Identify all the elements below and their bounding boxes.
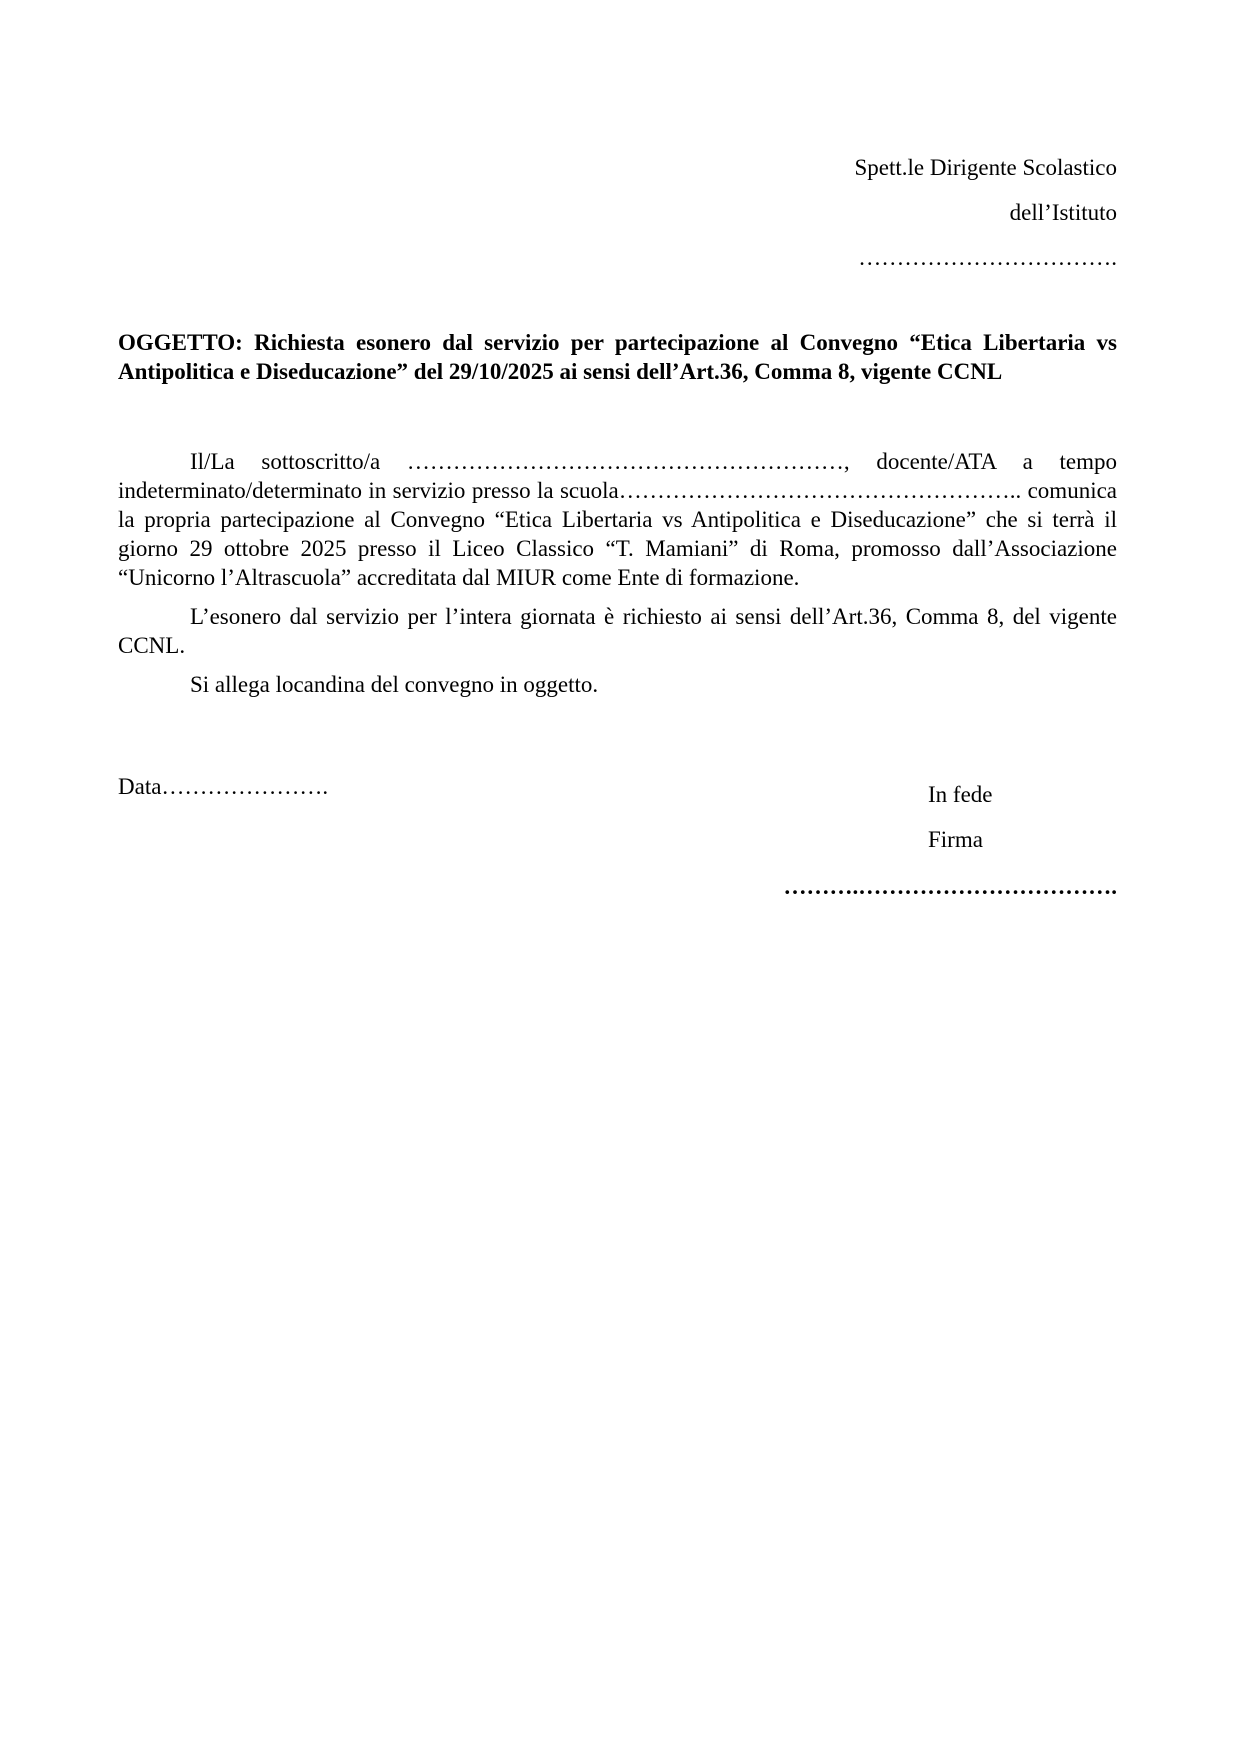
signature-block xyxy=(928,772,993,862)
recipient-title: Spett.le Dirigente Scolastico xyxy=(854,155,1117,180)
date-field: Data…………………. xyxy=(118,774,329,799)
signature-label: Firma xyxy=(928,827,983,852)
body-paragraph-declaration: Il/La sottoscritto/a …………………………………………………, docente/ATA a tempo indeterminato/determinato in servizio presso la scuola…………………………………………….. comunica la propria partecipazione al Convegno “Etica Libertaria vs Antipolitica e Diseducazione” che si terrà il giorno 29 ottobre 2025 presso il Liceo Classico “T. Mamiani” di Roma, promosso dall’Associazione “Unicorno l’Altrascuola” accreditata dal MIUR come Ente di formazione. xyxy=(118,449,1117,590)
recipient-institute-blank: ……………………………. xyxy=(858,245,1117,270)
letter-body xyxy=(118,447,1117,709)
body-paragraph-attachment: Si allega locandina del convegno in oggetto. xyxy=(190,672,599,697)
signature-line: ……….……………………………. xyxy=(783,874,1117,899)
body-paragraph-exemption: L’esonero dal servizio per l’intera giornata è richiesto ai sensi dell’Art.36, Comma 8, del vigente CCNL. xyxy=(118,604,1117,658)
recipient-block xyxy=(854,145,1117,280)
subject-label: OGGETTO: xyxy=(118,330,243,355)
closing-text: In fede xyxy=(928,782,993,807)
recipient-institute: dell’Istituto xyxy=(1009,200,1117,225)
subject-line xyxy=(118,328,1117,386)
subject-text: Richiesta esonero dal servizio per partecipazione al Convegno “Etica Libertaria vs Antipolitica e Diseducazione” del 29/10/2025 ai sensi dell’Art.36, Comma 8, vigente CCNL xyxy=(118,330,1117,384)
